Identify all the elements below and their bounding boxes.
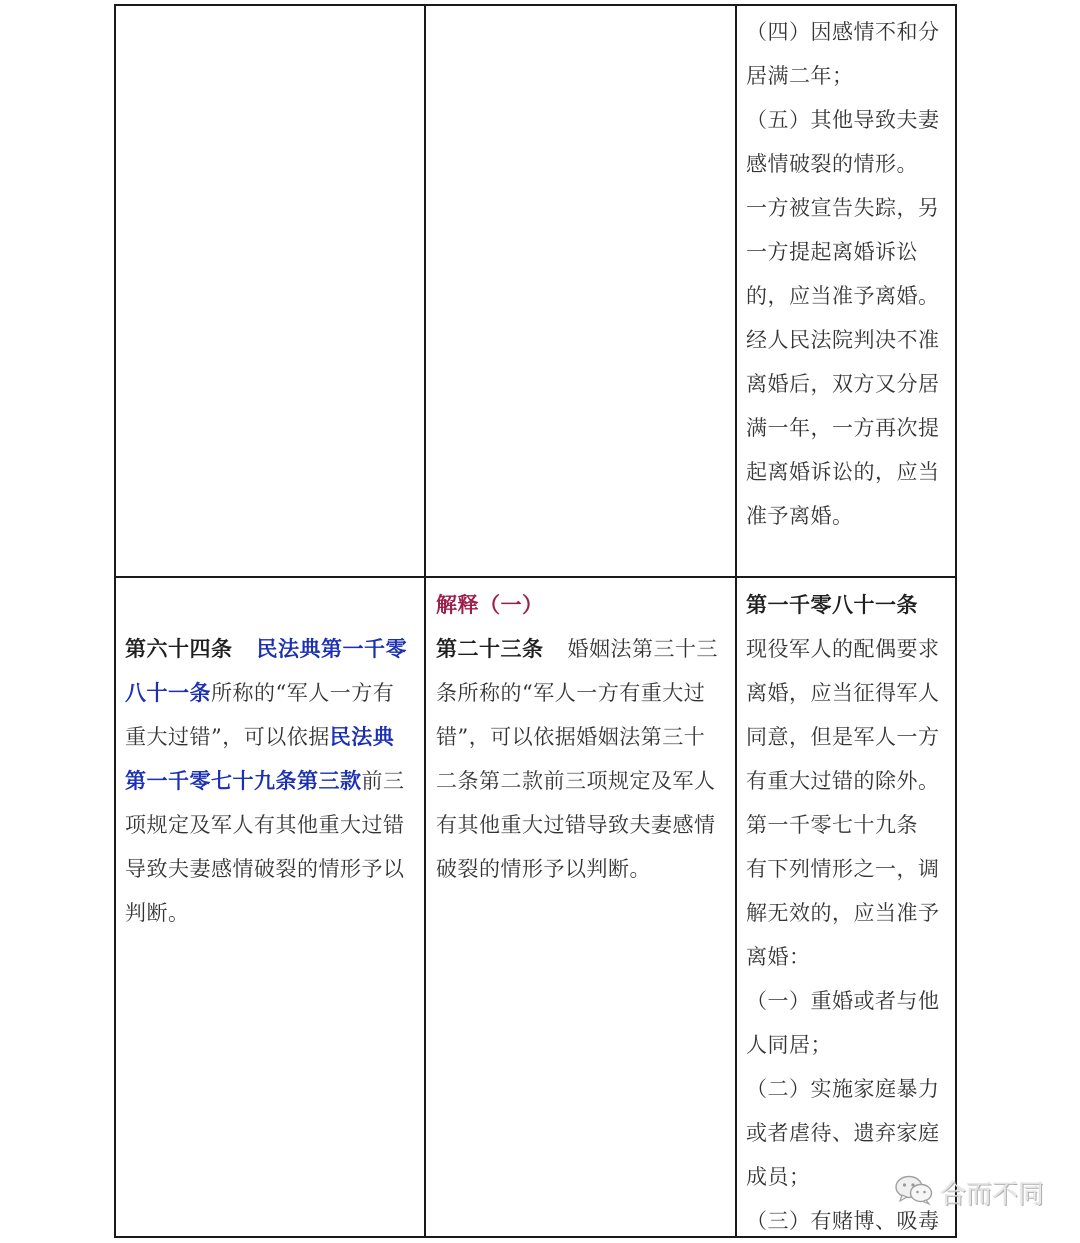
text-line <box>436 627 732 671</box>
row2-col2-cell <box>436 583 732 891</box>
article-number: 第二十三条 <box>436 636 544 661</box>
table-border-left <box>114 4 116 1238</box>
text-line <box>125 671 421 715</box>
text-line: 准予离婚。 <box>746 504 854 528</box>
text-line <box>125 759 421 803</box>
text-line: 解无效的，应当准予 <box>746 901 940 925</box>
table-border-col1 <box>424 4 426 1238</box>
text-line: 或者虐待、遗弃家庭 <box>746 1121 940 1145</box>
text-line: 离婚： <box>746 945 811 969</box>
text-line: （一）重婚或者与他 <box>746 989 940 1013</box>
civil-code-reference: 八十一条 <box>125 680 211 705</box>
text-span: 重大过错”，可以依据 <box>125 725 330 749</box>
interpretation-heading: 解释（一） <box>436 592 544 617</box>
row2-col3-cell <box>746 583 951 1243</box>
text-span: 所称的“军人一方有 <box>211 681 395 705</box>
text-line: 项规定及军人有其他重大过错 <box>125 813 405 837</box>
civil-code-reference: 民法典第一千零 <box>256 636 407 661</box>
text-line: 二条第二款前三项规定及军人 <box>436 769 716 793</box>
table-row-divider <box>114 576 957 578</box>
text-line: 成员； <box>746 1165 811 1189</box>
text-line: 满一年，一方再次提 <box>746 416 940 440</box>
text-span: 婚姻法第三十三 <box>567 637 718 661</box>
watermark-text: 合而不同 <box>940 1179 1045 1210</box>
text-line: 同意，但是军人一方 <box>746 725 940 749</box>
text-line: 导致夫妻感情破裂的情形予以 <box>125 857 405 881</box>
text-line: 一方提起离婚诉讼 <box>746 240 918 264</box>
civil-code-reference: 第一千零七十九条第三款 <box>125 768 362 793</box>
text-line: （五）其他导致夫妻 <box>746 108 940 132</box>
text-line: 有下列情形之一，调 <box>746 857 940 881</box>
row2-col1-cell <box>125 627 421 935</box>
text-line: 有重大过错的除外。 <box>746 769 940 793</box>
row1-col3-cell <box>746 10 951 538</box>
text-line: 离婚后，双方又分居 <box>746 372 940 396</box>
text-line <box>125 627 421 671</box>
text-line: 条所称的“军人一方有重大过 <box>436 681 706 705</box>
text-line: （三）有赌博、吸毒 <box>746 1209 940 1233</box>
text-line: 一方被宣告失踪，另 <box>746 196 940 220</box>
text-line: 现役军人的配偶要求 <box>746 637 940 661</box>
text-line: 居满二年； <box>746 64 854 88</box>
text-line: 破裂的情形予以判断。 <box>436 857 651 881</box>
text-line: 经人民法院判决不准 <box>746 328 940 352</box>
text-line: （二）实施家庭暴力 <box>746 1077 940 1101</box>
table-border-col2 <box>735 4 737 1238</box>
article-heading: 第一千零八十一条 <box>746 592 918 617</box>
text-line: 起离婚诉讼的，应当 <box>746 460 940 484</box>
text-line: 判断。 <box>125 901 190 925</box>
table-border-right <box>955 4 957 1238</box>
table-border-top <box>114 4 957 6</box>
text-line: 的，应当准予离婚。 <box>746 284 940 308</box>
article-number: 第六十四条 <box>125 636 233 661</box>
text-line: （四）因感情不和分 <box>746 20 940 44</box>
wechat-icon <box>894 1174 934 1210</box>
text-line: 第一千零七十九条 <box>746 813 918 837</box>
civil-code-reference: 民法典 <box>329 724 395 749</box>
text-line <box>125 715 421 759</box>
text-span: 前三 <box>361 769 405 793</box>
text-line: 有其他重大过错导致夫妻感情 <box>436 813 716 837</box>
text-line: 离婚，应当征得军人 <box>746 681 940 705</box>
text-line: 感情破裂的情形。 <box>746 152 918 176</box>
text-line: 人同居； <box>746 1033 832 1057</box>
text-line: 错”，可以依据婚姻法第三十 <box>436 725 706 749</box>
watermark <box>894 1170 1044 1214</box>
